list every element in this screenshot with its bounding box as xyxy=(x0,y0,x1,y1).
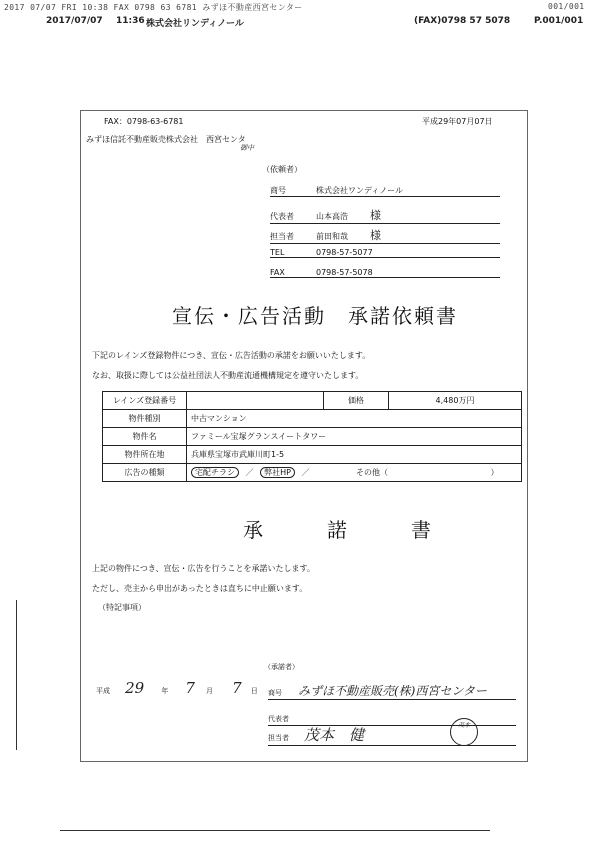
requester-label: TEL xyxy=(270,248,285,257)
consenter-company-label: 商号 xyxy=(268,689,282,697)
consenter-staff: 茂本 健 xyxy=(304,726,365,744)
name-value: ファミール宝塚グランスイートタワー xyxy=(187,428,522,446)
intro-line-2: なお、取扱に際しては公益社団法人不動産流通機構規定を遵守いたします。 xyxy=(92,371,364,380)
consenter-header: （承諾者） xyxy=(264,663,299,671)
consent-title: 承 諾 書 xyxy=(243,518,453,542)
price-label: 価格 xyxy=(324,392,389,410)
address-label: 物件所在地 xyxy=(103,446,187,464)
fax-date: 2017/07/07 xyxy=(46,16,103,26)
requester-row xyxy=(270,227,500,244)
table-row xyxy=(103,446,522,464)
request-title: 宣伝・広告活動 承諾依頼書 xyxy=(172,304,458,328)
reins-value xyxy=(187,392,324,410)
consenter-company-row xyxy=(268,680,516,700)
bottom-rule xyxy=(60,830,490,831)
recipient: みずほ信託不動産販売株式会社 西宮センタ xyxy=(86,135,246,144)
requester-row xyxy=(270,207,500,224)
requester-value: 山本高浩 xyxy=(316,212,348,221)
consent-line-2: ただし、売主から申出があったときは直ちに中止願います。 xyxy=(92,584,308,593)
date-month-unit: 月 xyxy=(206,687,214,695)
date-day-unit: 日 xyxy=(250,687,258,695)
seal-stamp-text: 茂本 xyxy=(457,722,470,729)
requester-label: FAX xyxy=(270,268,285,277)
fax-transmit-line: 2017 07/07 FRI 10:38 FAX 0798 63 6781 みずほ不動産西宮センター xyxy=(4,3,303,12)
media-hp: 弊社HP xyxy=(260,467,295,478)
consenter-rep-row xyxy=(268,706,516,726)
type-value: 中古マンション xyxy=(187,410,522,428)
property-table xyxy=(102,391,522,482)
requester-label: 担当者 xyxy=(270,232,294,241)
document-date: 平成29年07月07日 xyxy=(422,117,493,126)
name-label: 物件名 xyxy=(103,428,187,446)
recipient-suffix: 御中 xyxy=(240,144,254,152)
date-month: 7 xyxy=(185,679,195,697)
media-separator: ／ xyxy=(245,468,254,477)
consenter-company: みずほ不動産販売(株)西宮センター xyxy=(298,684,487,698)
requester-suffix: 様 xyxy=(370,209,381,222)
consenter-rep-label: 代表者 xyxy=(268,715,289,723)
media-value xyxy=(187,464,522,482)
reins-label: レインズ登録番号 xyxy=(103,392,187,410)
table-row xyxy=(103,410,522,428)
date-era: 平成 xyxy=(96,687,110,695)
address-value: 兵庫県宝塚市武庫川町1-5 xyxy=(187,446,522,464)
consent-conditions: （特記事項） xyxy=(98,603,146,612)
table-row xyxy=(103,464,522,482)
fax-to: FAX：0798-63-6781 xyxy=(104,117,184,126)
date-year-unit: 年 xyxy=(161,687,169,695)
signing-date xyxy=(96,678,258,697)
seal-stamp xyxy=(450,718,478,746)
requester-row xyxy=(270,185,500,197)
requester-row xyxy=(270,268,500,278)
date-year: 29 xyxy=(125,679,145,697)
fax-company: 株式会社リンディノール xyxy=(146,19,244,29)
requester-value: 0798-57-5078 xyxy=(316,268,373,277)
fax-transmit-page: 001/001 xyxy=(548,2,585,11)
consenter-staff-label: 担当者 xyxy=(268,734,289,742)
date-day: 7 xyxy=(232,679,242,697)
fax-page: P.001/001 xyxy=(534,16,584,26)
requester-header: （依頼者） xyxy=(262,165,302,174)
type-label: 物件種別 xyxy=(103,410,187,428)
requester-value: 株式会社ワンディノール xyxy=(316,186,403,195)
intro-line-1: 下記のレインズ登録物件につき、宣伝・広告活動の承諾をお願いいたします。 xyxy=(92,351,371,360)
requester-row xyxy=(270,248,500,258)
requester-label: 代表者 xyxy=(270,212,294,221)
media-label: 広告の種類 xyxy=(103,464,187,482)
consenter-staff-row xyxy=(268,724,516,746)
requester-value: 前田和哉 xyxy=(316,232,348,241)
margin-line xyxy=(16,600,17,750)
media-other: その他（ xyxy=(356,468,389,477)
requester-label: 商号 xyxy=(270,186,286,195)
fax-number: (FAX)0798 57 5078 xyxy=(414,16,511,26)
requester-suffix: 様 xyxy=(370,229,381,242)
table-row xyxy=(103,428,522,446)
media-separator: ／ xyxy=(301,468,310,477)
table-row xyxy=(103,392,522,410)
media-other-close: ） xyxy=(490,468,499,477)
consent-line-1: 上記の物件につき、宣伝・広告を行うことを承諾いたします。 xyxy=(92,564,315,573)
fax-time: 11:36 xyxy=(116,16,145,26)
requester-value: 0798-57-5077 xyxy=(316,248,373,257)
media-flyer: 宅配チラシ xyxy=(191,467,239,478)
price-value: 4,480万円 xyxy=(389,392,522,410)
